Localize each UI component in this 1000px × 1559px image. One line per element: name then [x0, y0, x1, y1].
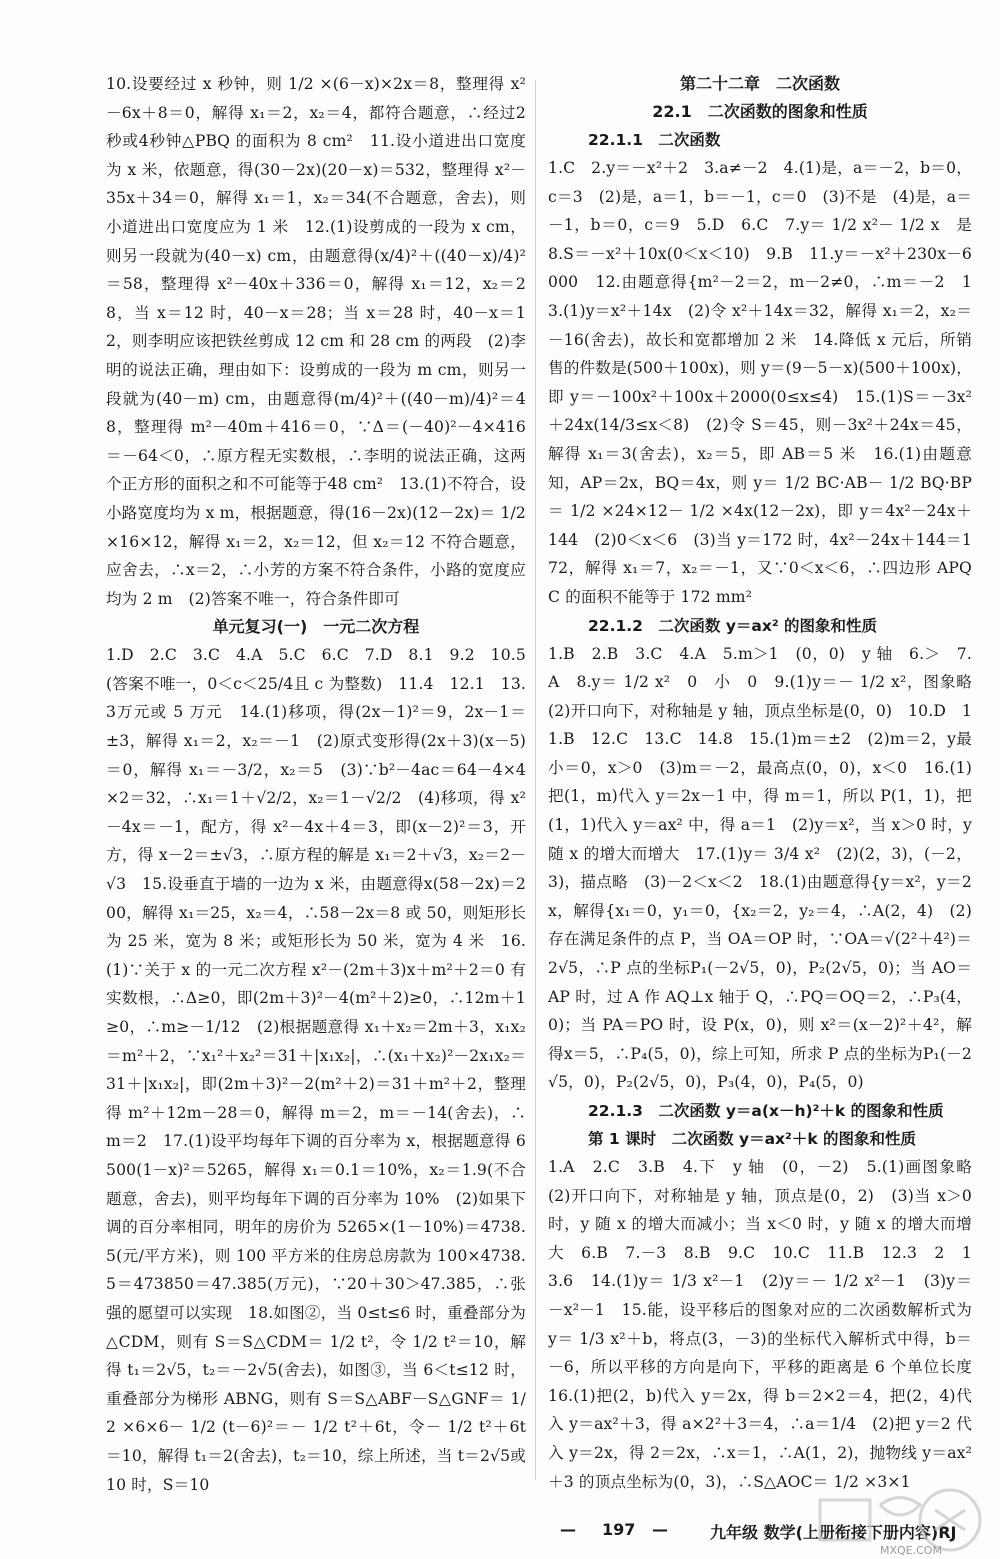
- answers-block-1: 10.设要经过 x 秒钟，则 1/2 ×(6－x)×2x＝8，整理得 x²－6x＋8＝0，解得 x₁＝2，x₂＝4，都符合题意，∴经过2秒或4秒钟△PBQ 的面积为 8 cm² 11.设小道进出口宽度为 x 米，依题意，得(30－2x)(20－x)＝532，整理得 x²－35x＋34＝0，解得 x₁＝1，x₂＝34(不合题意，舍去)，则小道进出口宽度应为 1 米 12.(1)设剪成的一段为 x cm，则另一段就为(40－x) cm，由题意得(x/4)²＋((40－x)/4)²＝58，整理得 x²－40x＋336＝0，解得 x₁＝12，x₂＝28，当 x＝12 时，40－x＝28；当 x＝28 时，40－x＝12，则李明应该把铁丝剪成 12 cm 和 28 cm 的两段 (2)李明的说法正确，理由如下：设剪成的一段为 m cm，则另一段就为(40－m) cm，由题意得(m/4)²＋((40－m)/4)²＝48，整理得 m²－40m＋416＝0，∵Δ＝(－40)²－4×416＝－64＜0，∴原方程无实数根，∴李明的说法正确，这两个正方形的面积之和不可能等于48 cm² 13.(1)不符合，设小路宽度均为 x m，根据题意，得(16－2x)(12－2x)＝ 1/2 ×16×12，解得 x₁＝2，x₂＝12，但 x₂＝12 不符合题意，应舍去，∴x＝2，∴小芳的方案不符合条件，小路的宽度应均为 2 m (2)答案不唯一，符合条件即可: [106, 75, 526, 608]
- answers-block-4: 1.B 2.B 3.C 4.A 5.m＞1 (0，0) y 轴 6.＞ 7.A 8.y＝ 1/2 x² 0 小 0 9.(1)y＝－ 1/2 x²，图象略 (2)开口向下，对称轴是 y 轴，顶点坐标是(0，0) 10.D 11.B 12.C 13.C 14.8 15.(1)m＝±2 (2)m＝2，y最小＝0，x＞0 (3)m＝－2，最高点(0，0)，x＜0 16.(1)把(1，m)代入 y＝2x－1 中，得 m＝1，所以 P(1，1)，把(1，1)代入 y＝ax² 中，得 a＝1 (2)y＝x²，当 x＞0 时，y 随 x 的增大而增大 17.(1)y＝ 3/4 x² (2)(2，3)，(－2，3)，描点略 (3)－2＜x＜2 18.(1)由题意得{y＝x²，y＝2x，解得{x₁＝0，y₁＝0，{x₂＝2，y₂＝4，∴A(2，4) (2)存在满足条件的点 P，当 OA＝OP 时，∵OA＝√(2²＋4²)＝2√5，∴P 点的坐标P₁(－2√5，0)，P₂(2√5，0)；当 AO＝AP 时，过 A 作 AQ⊥x 轴于 Q，∴PQ＝OQ＝2，∴P₃(4，0)；当 PA＝PO 时，设 P(x，0)，则 x²＝(x－2)²＋4²，解得x＝5，∴P₄(5，0)，综上可知，所求 P 点的坐标为P₁(－2√5，0)，P₂(2√5，0)，P₃(4，0)，P₄(5，0): [548, 644, 988, 1092]
- column-divider: [535, 80, 536, 1480]
- page-number: 197: [602, 1520, 636, 1539]
- answers-block-3: 1.C 2.y＝－x²＋2 3.a≠－2 4.(1)是，a＝－2，b＝0，c＝3 (2)是，a＝1，b＝－1，c＝0 (3)不是 (4)是，a＝－1，b＝0，c＝9 5.D 6.C 7.y＝ 1/2 x²－ 1/2 x 是 8.S＝－x²＋10x(0＜x＜10) 9.B 11.y＝－x²＋230x－6000 12.由题意得{m²－2＝2，m－2≠0，∴m＝－2 13.(1)y＝x²＋14x (2)令 x²＋14x＝32，解得 x₁＝2，x₂＝－16(舍去)，故长和宽都增加 2 米 14.降低 x 元后，所销售的件数是(500＋100x)，则 y＝(9－5－x)(500＋100x)，即 y＝－100x²＋100x＋2000(0≤x≤4) 15.(1)S＝－3x²＋24x(14/3≤x＜8) (2)令 S＝45，则－3x²＋24x＝45，解得 x₁＝3(舍去)，x₂＝5，即 AB＝5 米 16.(1)由题意知，AP＝2x，BQ＝4x，则 y＝ 1/2 BC·AB－ 1/2 BQ·BP＝ 1/2 ×24×12－ 1/2 ×4x(12－2x)，即 y＝4x²－24x＋144 (2)0＜x＜6 (3)当 y＝172 时，4x²－24x＋144＝172，解得 x₁＝7，x₂＝－1，又∵0＜x＜6，∴四边形 APQC 的面积不能等于 172 mm²: [548, 159, 988, 606]
- subsection-heading-22-1-1: 22.1.1 二次函数: [588, 131, 721, 149]
- subsection-heading-22-1-2: 22.1.2 二次函数 y＝ax² 的图象和性质: [588, 616, 878, 635]
- section-heading: 22.1 二次函数的图象和性质: [652, 102, 868, 121]
- watermark-text: MXQE.COM: [880, 1544, 942, 1557]
- chapter-heading: 第二十二章 二次函数: [679, 74, 840, 93]
- footer-dash-right: —: [652, 1520, 668, 1539]
- right-column: [548, 70, 988, 1496]
- unit-review-heading: 单元复习(一) 一元二次方程: [212, 617, 420, 637]
- subsection-heading-22-1-3: 22.1.3 二次函数 y＝a(x－h)²＋k 的图象和性质: [588, 1102, 944, 1120]
- answers-block-5: 1.A 2.C 3.B 4.下 y 轴 (0，－2) 5.(1)画图象略 (2)开口向下，对称轴是 y 轴，顶点是(0，2) (3)当 x＞0 时，y 随 x 的增大而减小；当 x＜0 时，y 随 x 的增大而增大 6.B 7.－3 8.B 9.C 10.C 11.B 12.3 2 13.6 14.(1)y＝ 1/3 x²－1 (2)y＝－ 1/2 x²－1 (3)y＝－x²－1 15.能，设平移后的图象对应的二次函数解析式为 y＝ 1/3 x²＋b，将点(3，－3)的坐标代入解析式中得，b＝－6，所以平移的方向是向下，平移的距离是 6 个单位长度 16.(1)把(2，b)代入 y＝2x，得 b＝2×2＝4，把(2，4)代入 y＝ax²＋3，得 a×2²＋3＝4，∴a＝1/4 (2)把 y＝2 代入 y＝2x，得 2＝2x，∴x＝1，∴A(1，2)，抛物线 y＝ax²＋3 的顶点坐标为(0，3)，∴S△AOC＝ 1/2 ×3×1: [548, 1158, 988, 1491]
- lesson-heading-1: 第 1 课时 二次函数 y＝ax²＋k 的图象和性质: [588, 1130, 917, 1148]
- answers-block-2: 1.D 2.C 3.C 4.A 5.C 6.C 7.D 8.1 9.2 10.5(答案不唯一，0＜c＜25/4且 c 为整数) 11.4 12.1 13.3万元或 5 万元 14.(1)移项，得(2x－1)²＝9，2x－1＝±3，解得 x₁＝2，x₂＝－1 (2)原式变形得(2x＋3)(x－5)＝0，解得 x₁＝－3/2，x₂＝5 (3)∵b²－4ac＝64－4×4×2＝32，∴x₁＝1＋√2/2，x₂＝1－√2/2 (4)移项，得 x²－4x＝－1，配方，得 x²－4x＋4＝3，即(x－2)²＝3，开方，得 x－2＝±√3，∴原方程的解是 x₁＝2＋√3，x₂＝2－√3 15.设垂直于墙的一边为 x 米，由题意得x(58－2x)＝200，解得 x₁＝25，x₂＝4，∴58－2x＝8 或 50，则矩形长为 25 米，宽为 8 米；或矩形长为 50 米，宽为 4 米 16.(1)∵关于 x 的一元二次方程 x²－(2m＋3)x＋m²＋2＝0 有实数根，∴Δ≥0，即(2m＋3)²－4(m²＋2)≥0，∴12m＋1≥0，∴m≥－1/12 (2)根据题意得 x₁＋x₂＝2m＋3，x₁x₂＝m²＋2，∵x₁²＋x₂²＝31＋|x₁x₂|，∴(x₁＋x₂)²－2x₁x₂＝31＋|x₁x₂|，即(2m＋3)²－2(m²＋2)＝31＋m²＋2，整理得 m²＋12m－28＝0，解得 m＝2，m＝－14(舍去)，∴m＝2 17.(1)设平均每年下调的百分率为 x，根据题意得 6500(1－x)²＝5265，解得 x₁＝0.1＝10%，x₂＝1.9(不合题意，舍去)，则平均每年下调的百分率为 10% (2)如果下调的百分率相同，明年的房价为 5265×(1－10%)＝4738.5(元/平方米)，则 100 平方米的住房总房款为 100×4738.5＝473850＝47.385(万元)，∵20＋30＞47.385，∴张强的愿望可以实现 18.如图②，当 0≤t≤6 时，重叠部分为△CDM，则有 S＝S△CDM＝ 1/2 t²，令 1/2 t²＝10，解得 t₁＝2√5，t₂＝－2√5(舍去)，如图③，当 6＜t≤12 时，重叠部分为梯形 ABNG，则有 S＝S△ABF－S△GNF＝ 1/2 ×6×6－ 1/2 (t－6)²＝－ 1/2 t²＋6t，令－ 1/2 t²＋6t＝10，解得 t₁＝2(舍去)，t₂＝10，综上所述，当 t＝2√5或 10 时，S＝10: [106, 646, 526, 1494]
- book-title: 九年级 数学(上册衔接下册内容)RJ: [710, 1523, 957, 1542]
- left-column: [106, 70, 526, 1499]
- footer-dash-left: —: [560, 1520, 576, 1539]
